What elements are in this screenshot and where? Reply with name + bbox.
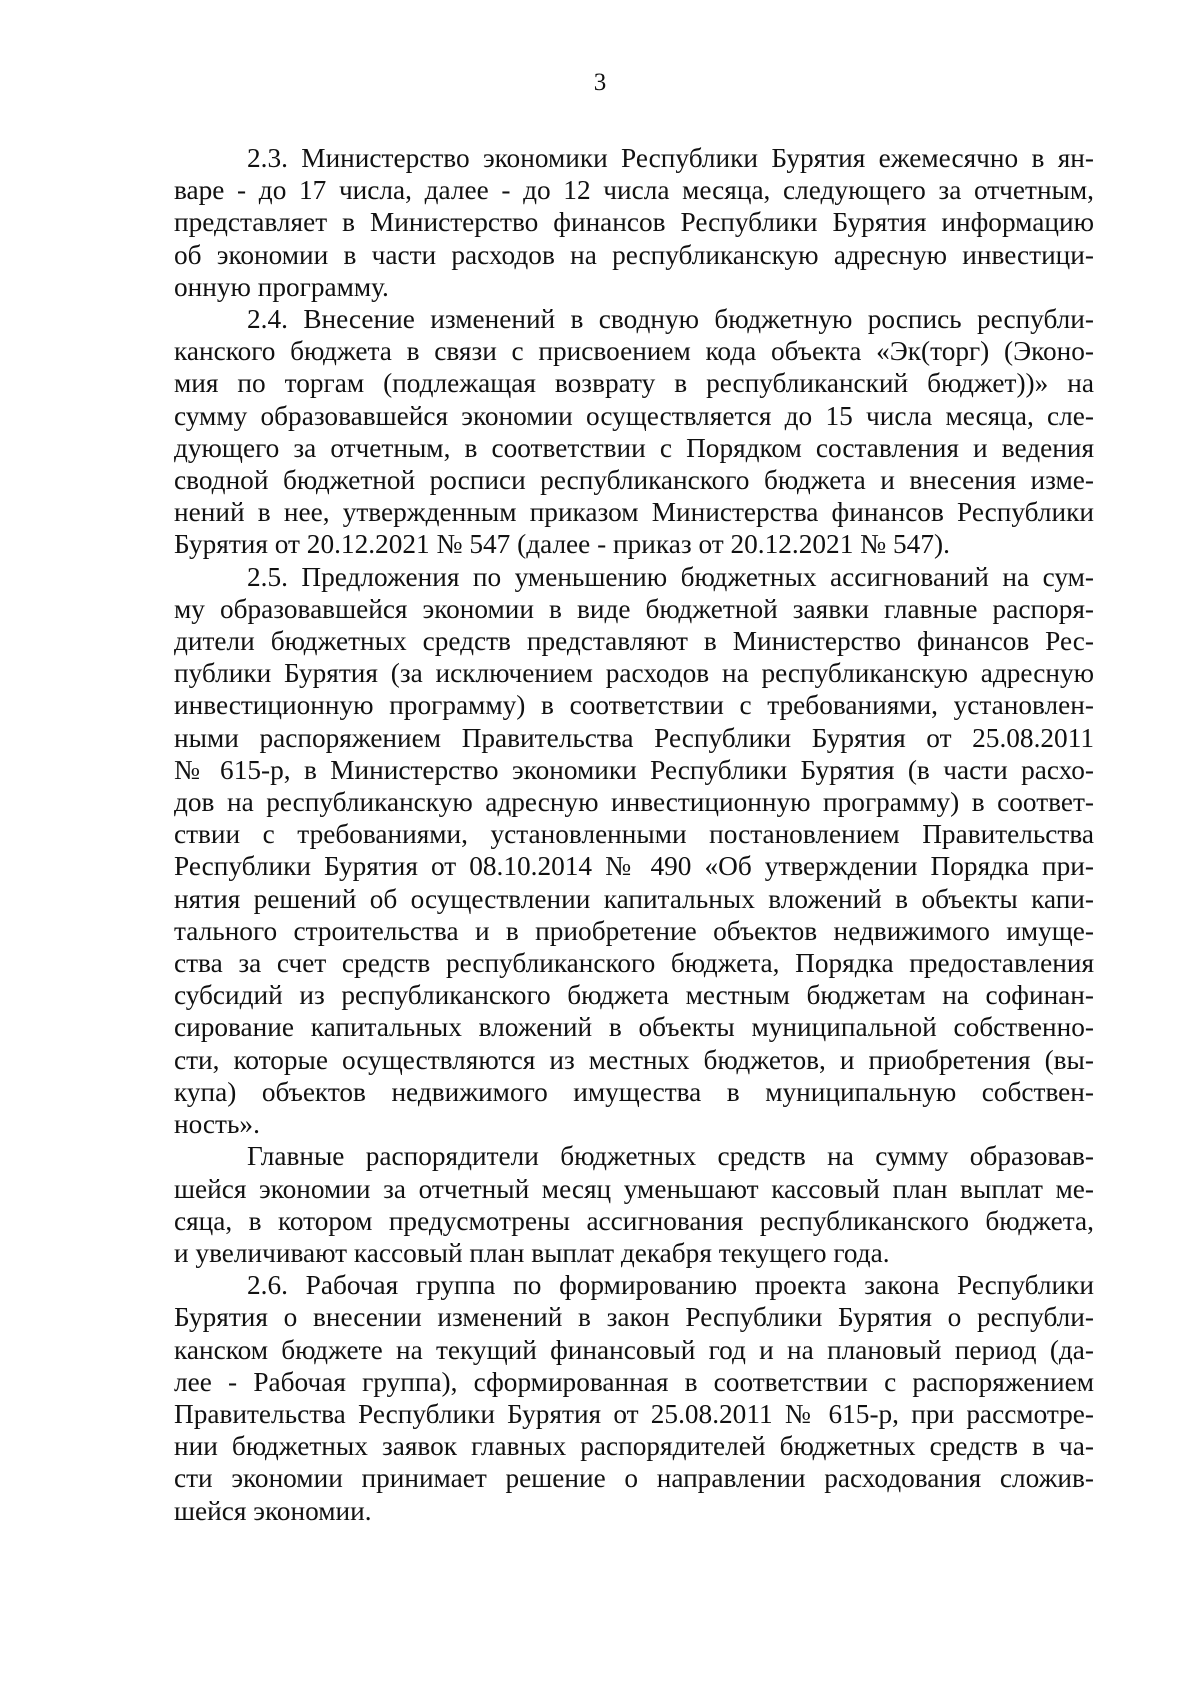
text-line: тального строительства и в приобретение объектов недвижимого имуще- xyxy=(174,915,1094,946)
text-line: Республики Бурятия от 08.10.2014 № 490 «Об утверждении Порядка при- xyxy=(174,851,1094,882)
text-line: сирование капитальных вложений в объекты муниципальной собственно- xyxy=(174,1012,1094,1043)
text-line: сводной бюджетной росписи республиканского бюджета и внесения изме- xyxy=(174,465,1094,496)
text-line: дующего за отчетным, в соответствии с Порядком составления и ведения xyxy=(174,432,1094,463)
document-body xyxy=(174,142,1094,1527)
text-line: представляет в Министерство финансов Республики Бурятия информацию xyxy=(174,207,1094,238)
text-line: сяца, в котором предусмотрены ассигнования республиканского бюджета, xyxy=(174,1205,1094,1236)
text-line: нятия решений об осуществлении капитальных вложений в объекты капи- xyxy=(174,883,1094,914)
text-line: шейся экономии. xyxy=(174,1495,372,1526)
paragraph-p-2-3 xyxy=(174,142,1094,303)
paragraph-p-2-4 xyxy=(174,303,1094,561)
text-line: 2.5. Предложения по уменьшению бюджетных ассигнований на сум- xyxy=(247,561,1094,592)
text-line: ность». xyxy=(174,1109,260,1140)
text-line: Бурятия о внесении изменений в закон Республики Бурятия о республи- xyxy=(174,1302,1094,1333)
text-line: ными распоряжением Правительства Республики Бурятия от 25.08.2011 xyxy=(174,722,1094,753)
text-line: нений в нее, утвержденным приказом Министерства финансов Республики xyxy=(174,497,1094,528)
text-line: публики Бурятия (за исключением расходов на республиканскую адресную xyxy=(174,658,1094,689)
text-line: дов на республиканскую адресную инвестиционную программу) в соответ- xyxy=(174,787,1094,818)
text-line: купа) объектов недвижимого имущества в муниципальную собствен- xyxy=(174,1076,1094,1107)
text-line: шейся экономии за отчетный месяц уменьшают кассовый план выплат ме- xyxy=(174,1173,1094,1204)
text-line: канского бюджета в связи с присвоением кода объекта «Эк(торг) (Эконо- xyxy=(174,336,1094,367)
text-line: субсидий из республиканского бюджета местным бюджетам на софинан- xyxy=(174,980,1094,1011)
page-number: 3 xyxy=(593,69,607,96)
text-line: му образовавшейся экономии в виде бюджетной заявки главные распоря- xyxy=(174,593,1094,624)
text-line: 2.6. Рабочая группа по формированию проекта закона Республики xyxy=(247,1270,1094,1301)
text-line: и увеличивают кассовый план выплат декабря текущего года. xyxy=(174,1237,890,1268)
text-line: ства за счет средств республиканского бюджета, Порядка предоставления xyxy=(174,948,1094,979)
text-line: мия по торгам (подлежащая возврату в республиканский бюджет))» на xyxy=(174,368,1094,399)
text-line: сти, которые осуществляются из местных бюджетов, и приобретения (вы- xyxy=(174,1044,1094,1075)
paragraph-p-2-5 xyxy=(174,561,1094,1141)
text-line: инвестиционную программу) в соответствии с требованиями, установлен- xyxy=(174,690,1094,721)
text-line: № 615-р, в Министерство экономики Республики Бурятия (в части расхо- xyxy=(174,754,1094,785)
text-line: дители бюджетных средств представляют в Министерство финансов Рес- xyxy=(174,626,1094,657)
text-line: лее - Рабочая группа), сформированная в соответствии с распоряжением xyxy=(174,1366,1094,1397)
text-line: сти экономии принимает решение о направлении расходования сложив- xyxy=(174,1463,1094,1494)
text-line: 2.4. Внесение изменений в сводную бюджетную роспись республи- xyxy=(247,304,1094,335)
text-line: варе - до 17 числа, далее - до 12 числа месяца, следующего за отчетным, xyxy=(174,175,1094,206)
text-line: нии бюджетных заявок главных распорядителей бюджетных средств в ча- xyxy=(174,1431,1094,1462)
paragraph-p-2-6 xyxy=(174,1269,1094,1527)
text-line: 2.3. Министерство экономики Республики Бурятия ежемесячно в ян- xyxy=(247,143,1094,173)
paragraph-p-main-managers xyxy=(174,1140,1094,1269)
text-line: об экономии в части расходов на республиканскую адресную инвестици- xyxy=(174,239,1094,270)
text-line: сумму образовавшейся экономии осуществляется до 15 числа месяца, сле- xyxy=(174,400,1094,431)
text-line: ствии с требованиями, установленными постановлением Правительства xyxy=(174,819,1094,850)
text-line: Бурятия от 20.12.2021 № 547 (далее - приказ от 20.12.2021 № 547). xyxy=(174,529,950,560)
text-line: Правительства Республики Бурятия от 25.08.2011 № 615-р, при рассмотре- xyxy=(174,1398,1094,1429)
text-line: Главные распорядители бюджетных средств на сумму образовав- xyxy=(247,1141,1094,1172)
text-line: онную программу. xyxy=(174,271,389,302)
text-line: канском бюджете на текущий финансовый год и на плановый период (да- xyxy=(174,1334,1094,1365)
